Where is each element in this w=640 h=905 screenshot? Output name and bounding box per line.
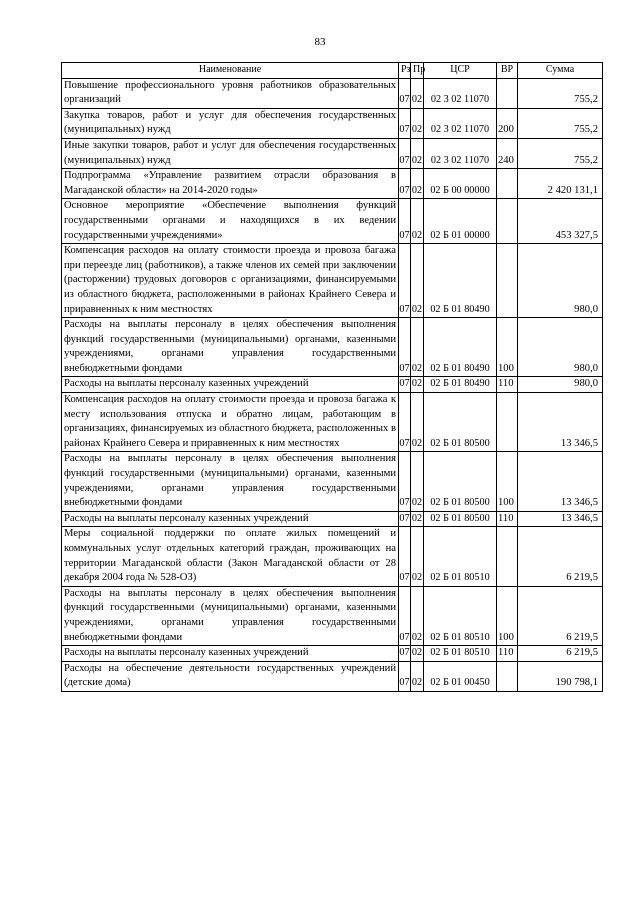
cell-csr: 02 Б 01 80500: [424, 511, 497, 527]
cell-csr: 02 Б 01 80500: [424, 452, 497, 511]
cell-name: Расходы на выплаты персоналу в целях обеспечения выполнения функций государственными (муниципальными) органами, казенными учреждениями, органами управления государственными внебюджетными фондами: [62, 452, 399, 511]
table-body: [62, 78, 603, 691]
cell-name: Основное мероприятие «Обеспечение выполнения функций государственными органами и находящихся в их ведении государственными учреждениями»: [62, 199, 399, 244]
cell-vr: 100: [497, 318, 518, 377]
cell-rz: 07: [399, 661, 411, 691]
column-header-rz: Рз: [399, 63, 411, 79]
cell-sum: 6 219,5: [518, 527, 603, 586]
column-header-csr: ЦСР: [424, 63, 497, 79]
cell-csr: 02 Б 01 80510: [424, 527, 497, 586]
cell-sum: 453 327,5: [518, 199, 603, 244]
cell-csr: 02 Б 01 00450: [424, 661, 497, 691]
cell-pr: 02: [411, 586, 424, 645]
cell-sum: 755,2: [518, 78, 603, 108]
cell-pr: 02: [411, 646, 424, 662]
cell-vr: [497, 78, 518, 108]
cell-csr: 02 Б 01 80500: [424, 393, 497, 452]
cell-pr: 02: [411, 199, 424, 244]
cell-vr: 110: [497, 511, 518, 527]
cell-sum: 2 420 131,1: [518, 169, 603, 199]
cell-csr: 02 Б 01 80490: [424, 377, 497, 393]
cell-sum: 6 219,5: [518, 586, 603, 645]
cell-sum: 6 219,5: [518, 646, 603, 662]
cell-rz: 07: [399, 244, 411, 318]
cell-vr: 110: [497, 646, 518, 662]
cell-sum: 13 346,5: [518, 511, 603, 527]
budget-table: [61, 62, 603, 692]
table-row: [62, 377, 603, 393]
cell-vr: 110: [497, 377, 518, 393]
cell-vr: 240: [497, 138, 518, 168]
cell-name: Повышение профессионального уровня работников образовательных организаций: [62, 78, 399, 108]
column-header-vr: ВР: [497, 63, 518, 79]
table-row: [62, 169, 603, 199]
cell-pr: 02: [411, 108, 424, 138]
cell-pr: 02: [411, 661, 424, 691]
cell-pr: 02: [411, 318, 424, 377]
cell-csr: 02 Б 01 80510: [424, 646, 497, 662]
column-header-name: Наименование: [62, 63, 399, 79]
cell-sum: 755,2: [518, 138, 603, 168]
cell-csr: 02 Б 01 80490: [424, 318, 497, 377]
column-header-sum: Сумма: [518, 63, 603, 79]
cell-rz: 07: [399, 511, 411, 527]
cell-name: Расходы на выплаты персоналу казенных учреждений: [62, 646, 399, 662]
cell-rz: 07: [399, 377, 411, 393]
table-row: [62, 661, 603, 691]
table-row: [62, 511, 603, 527]
cell-name: Расходы на выплаты персоналу в целях обеспечения выполнения функций государственными (муниципальными) органами, казенными учреждениями, органами управления государственными внебюджетными фондами: [62, 318, 399, 377]
cell-sum: 755,2: [518, 108, 603, 138]
cell-vr: [497, 199, 518, 244]
cell-csr: 02 3 02 11070: [424, 108, 497, 138]
cell-name: Меры социальной поддержки по оплате жилых помещений и коммунальных услуг отдельных категорий граждан, проживающих на территории Магаданской области (Закон Магаданской области от 28 декабря 2004 года № 528-ОЗ): [62, 527, 399, 586]
cell-csr: 02 3 02 11070: [424, 78, 497, 108]
table-row: [62, 138, 603, 168]
cell-pr: 02: [411, 169, 424, 199]
table-row: [62, 108, 603, 138]
cell-name: Подпрограмма «Управление развитием отрасли образования в Магаданской области» на 2014-2020 годы»: [62, 169, 399, 199]
cell-pr: 02: [411, 511, 424, 527]
table-header-row: [62, 63, 603, 79]
cell-name: Расходы на выплаты персоналу в целях обеспечения выполнения функций государственными (муниципальными) органами, казенными учреждениями, органами управления государственными внебюджетными фондами: [62, 586, 399, 645]
page-number: 83: [314, 36, 326, 48]
cell-csr: 02 Б 01 80490: [424, 244, 497, 318]
cell-rz: 07: [399, 586, 411, 645]
cell-rz: 07: [399, 393, 411, 452]
cell-csr: 02 Б 01 80510: [424, 586, 497, 645]
cell-sum: 980,0: [518, 244, 603, 318]
cell-name: Компенсация расходов на оплату стоимости проезда и провоза багажа к месту использования отпуска и обратно лицам, работающим в организациях, финансируемых из областного бюджета, расположенных в районах Крайнего Севера и приравненных к ним местностях: [62, 393, 399, 452]
cell-vr: [497, 527, 518, 586]
cell-pr: 02: [411, 452, 424, 511]
cell-sum: 190 798,1: [518, 661, 603, 691]
cell-pr: 02: [411, 393, 424, 452]
table-row: [62, 452, 603, 511]
cell-name: Компенсация расходов на оплату стоимости проезда и провоза багажа при переезде лиц (работников), а также членов их семей при заключении (расторжении) трудовых договоров с организациями, финансируемыми из областного бюджета, расположенными в районах Крайнего Севера и приравненных к ним местностях: [62, 244, 399, 318]
cell-vr: [497, 393, 518, 452]
cell-rz: 07: [399, 527, 411, 586]
cell-sum: 980,0: [518, 377, 603, 393]
cell-csr: 02 Б 01 00000: [424, 199, 497, 244]
cell-sum: 980,0: [518, 318, 603, 377]
table-row: [62, 199, 603, 244]
table-row: [62, 78, 603, 108]
cell-pr: 02: [411, 377, 424, 393]
cell-vr: [497, 244, 518, 318]
cell-name: Расходы на обеспечение деятельности государственных учреждений (детские дома): [62, 661, 399, 691]
cell-pr: 02: [411, 138, 424, 168]
cell-vr: [497, 169, 518, 199]
table-row: [62, 646, 603, 662]
cell-rz: 07: [399, 646, 411, 662]
cell-sum: 13 346,5: [518, 393, 603, 452]
cell-pr: 02: [411, 78, 424, 108]
cell-vr: 100: [497, 586, 518, 645]
cell-name: Иные закупки товаров, работ и услуг для обеспечения государственных (муниципальных) нужд: [62, 138, 399, 168]
cell-vr: [497, 661, 518, 691]
cell-rz: 07: [399, 452, 411, 511]
cell-rz: 07: [399, 169, 411, 199]
cell-vr: 100: [497, 452, 518, 511]
cell-pr: 02: [411, 527, 424, 586]
cell-csr: 02 3 02 11070: [424, 138, 497, 168]
cell-sum: 13 346,5: [518, 452, 603, 511]
cell-rz: 07: [399, 78, 411, 108]
table-row: [62, 393, 603, 452]
cell-rz: 07: [399, 108, 411, 138]
table-row: [62, 318, 603, 377]
cell-rz: 07: [399, 318, 411, 377]
cell-csr: 02 Б 00 00000: [424, 169, 497, 199]
column-header-pr: Пр: [411, 63, 424, 79]
cell-rz: 07: [399, 199, 411, 244]
cell-name: Закупка товаров, работ и услуг для обеспечения государственных (муниципальных) нужд: [62, 108, 399, 138]
table-row: [62, 527, 603, 586]
table-row: [62, 244, 603, 318]
table-row: [62, 586, 603, 645]
cell-name: Расходы на выплаты персоналу казенных учреждений: [62, 511, 399, 527]
cell-rz: 07: [399, 138, 411, 168]
cell-vr: 200: [497, 108, 518, 138]
cell-name: Расходы на выплаты персоналу казенных учреждений: [62, 377, 399, 393]
cell-pr: 02: [411, 244, 424, 318]
